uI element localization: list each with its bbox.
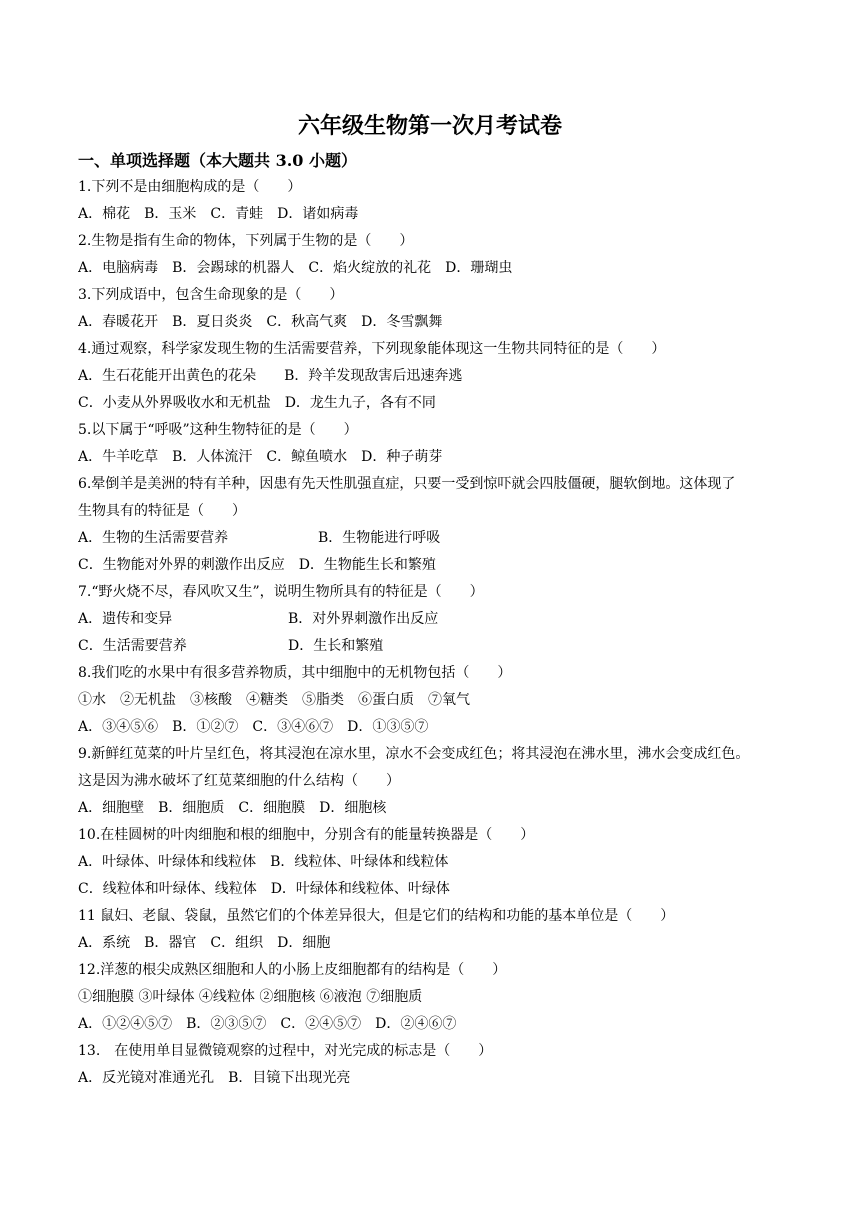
question-options — [78, 633, 790, 660]
question-options: A．③④⑤⑥ B．①②⑦ C．③④⑥⑦ D．①③⑤⑦ — [78, 719, 429, 735]
question-options: A．生石花能开出黄色的花朵 B．羚羊发现敌害后迅速奔逃 — [78, 368, 463, 384]
question-list — [78, 174, 790, 1092]
question-options: A．春暖花开 B．夏日炎炎 C．秋高气爽 D．冬雪飘舞 — [78, 314, 443, 330]
question-stem-continued: 生物具有的特征是（ ） — [78, 503, 246, 519]
question-stem: 5.以下属于“呼吸”这种生物特征的是（ ） — [78, 422, 358, 438]
section-heading: 一、单项选择题（本大题共 3.0 小题） — [78, 151, 357, 170]
question-stem: 12.洋葱的根尖成熟区细胞和人的小肠上皮细胞都有的结构是（ ） — [78, 962, 507, 978]
option-a: A．生物的生活需要营养 — [78, 530, 229, 546]
option-d: D．生长和繁殖 — [288, 638, 384, 654]
question-options: A．电脑病毒 B．会踢球的机器人 C．焰火绽放的礼花 D．珊瑚虫 — [78, 260, 513, 276]
question-stem: 13. 在使用单目显微镜观察的过程中，对光完成的标志是（ ） — [78, 1043, 493, 1059]
question-stem: 7.“野火烧不尽，春风吹又生”，说明生物所具有的特征是（ ） — [78, 584, 484, 600]
page-title: 六年级生物第一次月考试卷 — [297, 113, 562, 139]
question-stem: 6.晕倒羊是美洲的特有羊种，因患有先天性肌强直症，只要一受到惊吓就会四肢僵硬，腿软倒地。这体现了 — [78, 476, 736, 492]
question-options: A．棉花 B．玉米 C．青蛙 D．诸如病毒 — [78, 206, 359, 222]
question-items: ①细胞膜 ③叶绿体 ④线粒体 ②细胞核 ⑥液泡 ⑦细胞质 — [78, 989, 423, 1005]
question-options — [78, 525, 790, 552]
question-options: C．线粒体和叶绿体、线粒体 D．叶绿体和线粒体、叶绿体 — [78, 881, 450, 897]
option-c: C．生活需要营养 — [78, 638, 187, 654]
question-stem: 8.我们吃的水果中有很多营养物质，其中细胞中的无机物包括（ ） — [78, 665, 512, 681]
question-options: A．①②④⑤⑦ B．②③⑤⑦ C．②④⑤⑦ D．②④⑥⑦ — [78, 1016, 457, 1032]
option-b: B．生物能进行呼吸 — [318, 530, 441, 546]
question-stem: 11 鼠妇、老鼠、袋鼠，虽然它们的个体差异很大，但是它们的结构和功能的基本单位是（ ） — [78, 908, 675, 924]
question-options: A．反光镜对准通光孔 B．目镜下出现光亮 — [78, 1070, 351, 1086]
question-options: A．细胞壁 B．细胞质 C．细胞膜 D．细胞核 — [78, 800, 387, 816]
question-stem: 10.在桂圆树的叶肉细胞和根的细胞中，分别含有的能量转换器是（ ） — [78, 827, 535, 843]
question-options: A．叶绿体、叶绿体和线粒体 B．线粒体、叶绿体和线粒体 — [78, 854, 449, 870]
question-stem: 3.下列成语中，包含生命现象的是（ ） — [78, 287, 344, 303]
question-options: A．系统 B．器官 C．组织 D．细胞 — [78, 935, 331, 951]
question-stem: 2.生物是指有生命的物体，下列属于生物的是（ ） — [78, 233, 414, 249]
option-b: B．对外界刺激作出反应 — [288, 611, 439, 627]
question-stem: 4.通过观察，科学家发现生物的生活需要营养，下列现象能体现这一生物共同特征的是（ ） — [78, 341, 666, 357]
question-options: A．牛羊吃草 B．人体流汗 C．鲸鱼喷水 D．种子萌芽 — [78, 449, 443, 465]
question-options — [78, 606, 790, 633]
question-options: C．生物能对外界的刺激作出反应 D．生物能生长和繁殖 — [78, 557, 436, 573]
question-stem-continued: 这是因为沸水破坏了红苋菜细胞的什么结构（ ） — [78, 773, 400, 789]
question-stem: 1.下列不是由细胞构成的是（ ） — [78, 179, 302, 195]
question-stem: 9.新鲜红苋菜的叶片呈红色，将其浸泡在凉水里，凉水不会变成红色；将其浸泡在沸水里，沸水会变成红色。 — [78, 746, 750, 762]
question-items: ①水 ②无机盐 ③核酸 ④糖类 ⑤脂类 ⑥蛋白质 ⑦氧气 — [78, 692, 470, 708]
question-options: C．小麦从外界吸收水和无机盐 D．龙生九子，各有不同 — [78, 395, 436, 411]
option-a: A．遗传和变异 — [78, 611, 173, 627]
